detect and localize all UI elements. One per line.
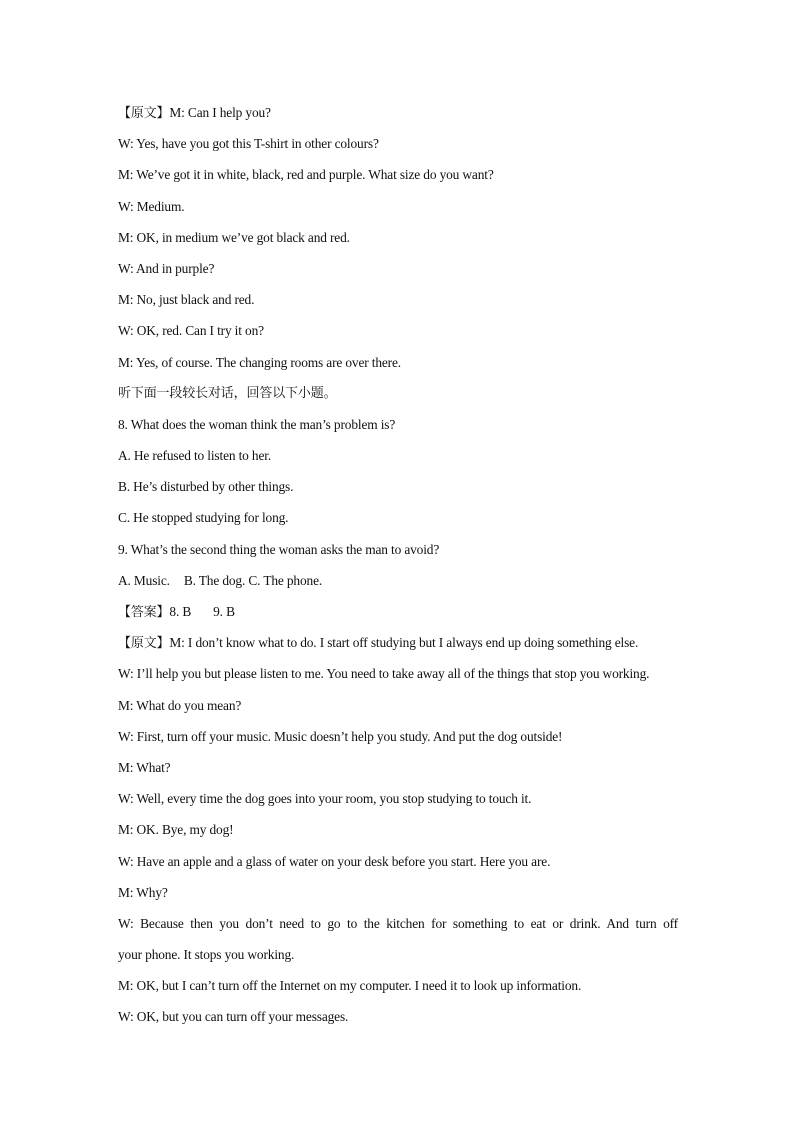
question-9-options: [118, 570, 678, 601]
question-8-option-b: B. He’s disturbed by other things.: [118, 479, 294, 495]
document-page: [118, 102, 678, 1038]
transcript-label: 【原文】: [118, 636, 170, 652]
transcript-line: W: And in purple?: [118, 260, 215, 276]
transcript-line: M: OK. Bye, my dog!: [118, 822, 234, 838]
transcript-label: 【原文】: [118, 106, 170, 121]
transcript-line: your phone. It stops you working.: [118, 947, 295, 963]
transcript-line: W: Medium.: [118, 198, 185, 214]
question-8-option-a: A. He refused to listen to her.: [118, 448, 272, 464]
transcript-line: W: Because then you don’t need to go to the kitchen for something to eat or drink. And turn off: [118, 915, 678, 931]
transcript-line: W: OK, red. Can I try it on?: [118, 323, 264, 339]
transcript-line: [118, 632, 678, 663]
transcript-line: W: Yes, have you got this T-shirt in other colours?: [118, 136, 379, 152]
question-9-option-c: C. The phone.: [248, 572, 323, 588]
instruction: 听下面一段较长对话，回答以下小题。: [118, 385, 337, 401]
transcript-line: M: What?: [118, 759, 171, 775]
transcript-line: W: Well, every time the dog goes into your room, you stop studying to touch it.: [118, 791, 532, 807]
transcript-line: M: No, just black and red.: [118, 292, 255, 308]
transcript-line: M: OK, in medium we’ve got black and red.: [118, 229, 350, 245]
transcript-line: M: What do you mean?: [118, 697, 242, 713]
question-9-option-b: B. The dog.: [183, 572, 246, 588]
transcript-text: M: Can I help you?: [169, 105, 271, 120]
transcript-line: W: Have an apple and a glass of water on your desk before you start. Here you are.: [118, 853, 551, 869]
transcript-line: M: Yes, of course. The changing rooms are over there.: [118, 354, 401, 370]
transcript-line: W: I’ll help you but please listen to me. You need to take away all of the things that stop you working.: [118, 666, 650, 682]
transcript-line: M: OK, but I can’t turn off the Internet on my computer. I need it to look up information.: [118, 978, 582, 994]
transcript-line: W: OK, but you can turn off your messages.: [118, 1009, 349, 1025]
transcript-line: [118, 102, 678, 133]
transcript-line: W: First, turn off your music. Music doesn’t help you study. And put the dog outside!: [118, 728, 563, 744]
transcript-text: M: I don’t know what to do. I start off studying but I always end up doing something else.: [169, 635, 639, 651]
question-8-stem: 8. What does the woman think the man’s problem is?: [118, 416, 396, 432]
answer-line: [118, 601, 678, 632]
transcript-line: M: Why?: [118, 884, 168, 900]
answer-8: 8. B: [169, 604, 192, 619]
transcript-line: M: We’ve got it in white, black, red and purple. What size do you want?: [118, 167, 494, 183]
question-8-option-c: C. He stopped studying for long.: [118, 510, 289, 526]
answer-label: 【答案】: [118, 605, 170, 620]
question-9-stem: 9. What’s the second thing the woman asks the man to avoid?: [118, 541, 440, 557]
question-9-option-a: A. Music.: [118, 572, 170, 588]
answer-9: 9. B: [213, 604, 235, 619]
